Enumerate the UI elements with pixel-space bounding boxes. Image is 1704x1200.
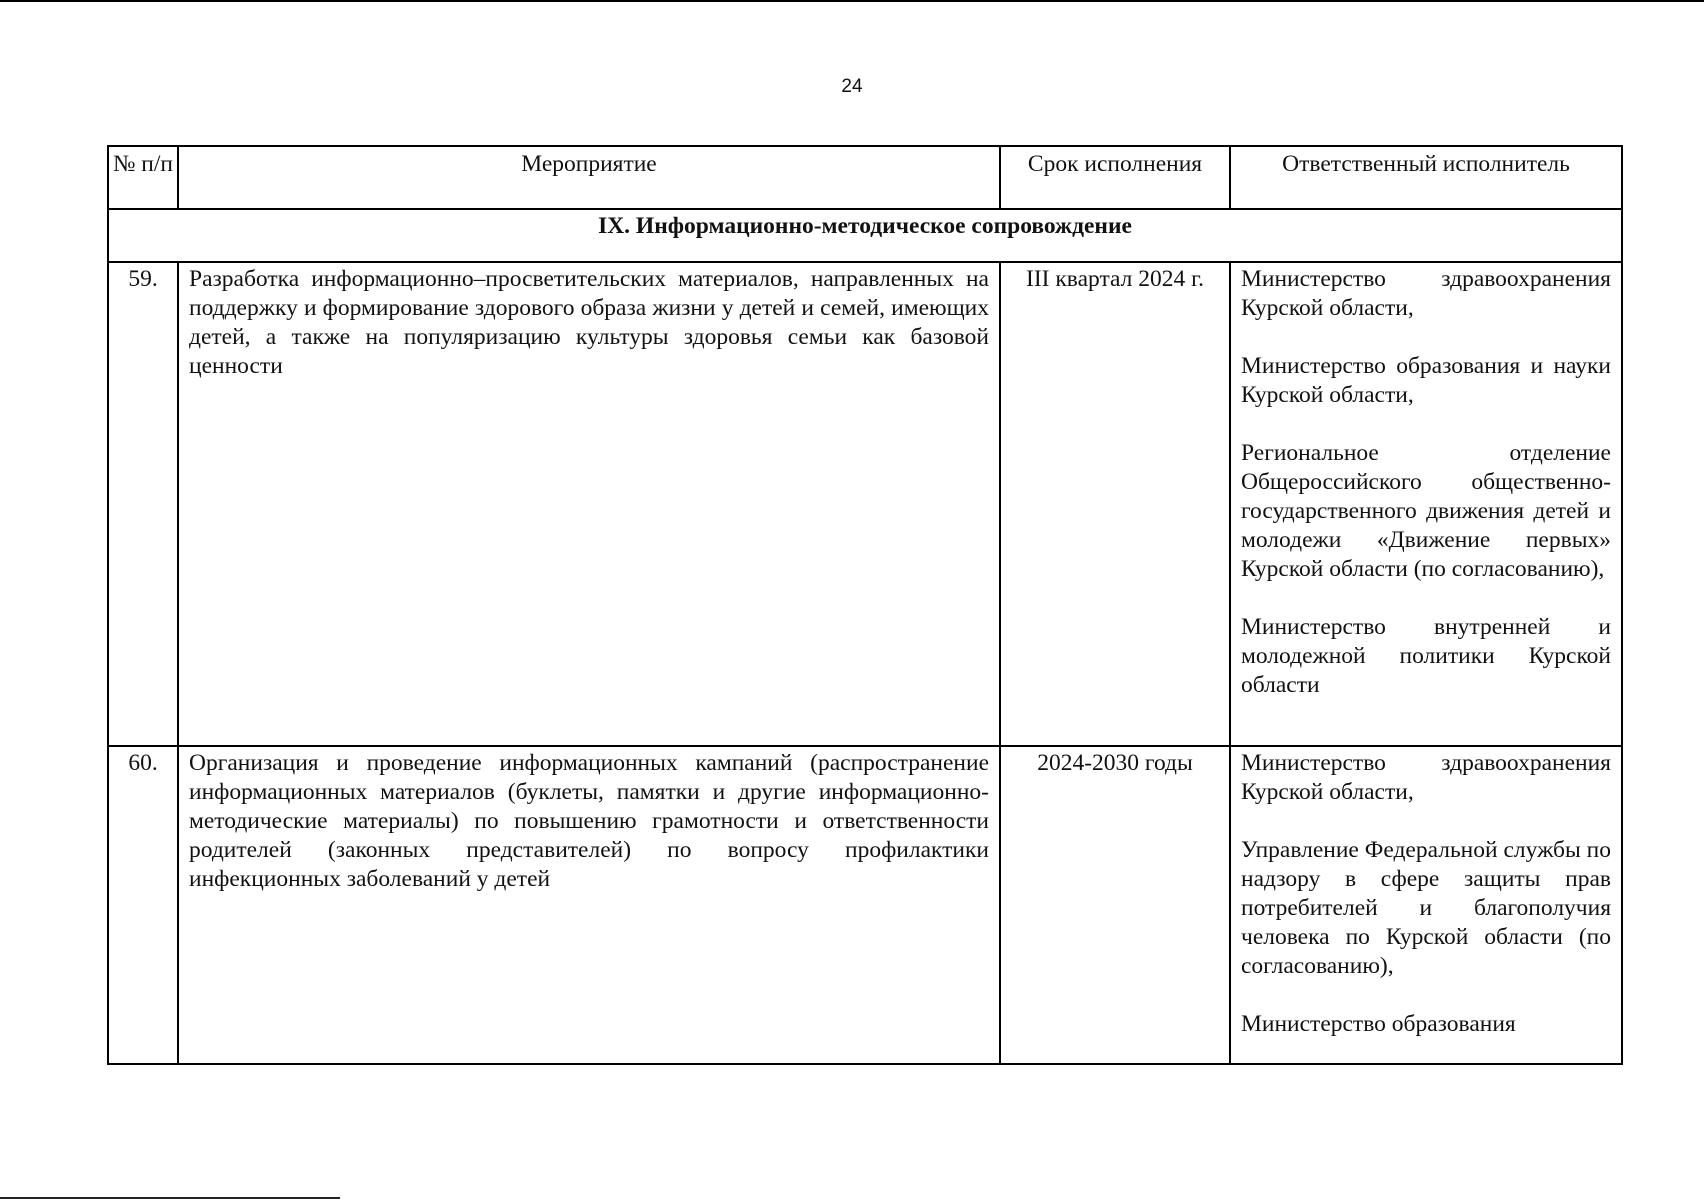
row-deadline: III квартал 2024 г.: [1000, 262, 1230, 746]
row-number: 60.: [108, 746, 178, 1064]
executor-entry: Министерство образования: [1241, 1011, 1516, 1037]
section-row: [108, 209, 1622, 262]
executor-entry: Министерство здравоохранения Курской области,: [1241, 750, 1611, 805]
row-executors: [1230, 262, 1622, 746]
top-border-line: [0, 0, 1704, 2]
table-row: [108, 746, 1622, 1064]
header-executor: Ответственный исполнитель: [1230, 146, 1622, 209]
header-num: № п/п: [108, 146, 178, 209]
executor-entry: Региональное отделение Общероссийского общественно-государственного движения детей и молодежи «Движение первых» Курской области (по согласованию),: [1241, 440, 1611, 582]
table-row: [108, 262, 1622, 746]
row-event: Организация и проведение информационных кампаний (распространение информационных материалов (буклеты, памятки и другие информационно-методические материалы) по повышению грамотности и ответственности родителей (законных представителей) по вопросу профилактики инфекционных заболеваний у детей: [178, 746, 1000, 1064]
bottom-scan-line: [0, 1197, 340, 1199]
executor-entry: Управление Федеральной службы по надзору в сфере защиты прав потребителей и благополучия человека по Курской области (по согласованию),: [1241, 837, 1611, 979]
executor-entry: Министерство внутренней и молодежной политики Курской области: [1241, 614, 1611, 698]
header-deadline: Срок исполнения: [1000, 146, 1230, 209]
row-deadline: 2024-2030 годы: [1000, 746, 1230, 1064]
row-number: 59.: [108, 262, 178, 746]
header-event: Мероприятие: [178, 146, 1000, 209]
activities-table: [107, 145, 1623, 1065]
page-number: 24: [841, 76, 863, 97]
row-event: Разработка информационно–просветительских материалов, направленных на поддержку и формирование здорового образа жизни у детей и семей, имеющих детей, а также на популяризацию культуры здоровья семьи как базовой ценности: [178, 262, 1000, 746]
executor-entry: Министерство образования и науки Курской области,: [1241, 353, 1611, 408]
table-header-row: [108, 146, 1622, 209]
executor-entry: Министерство здравоохранения Курской области,: [1241, 266, 1611, 321]
section-title: IX. Информационно-методическое сопровождение: [108, 209, 1622, 262]
row-executors: [1230, 746, 1622, 1064]
